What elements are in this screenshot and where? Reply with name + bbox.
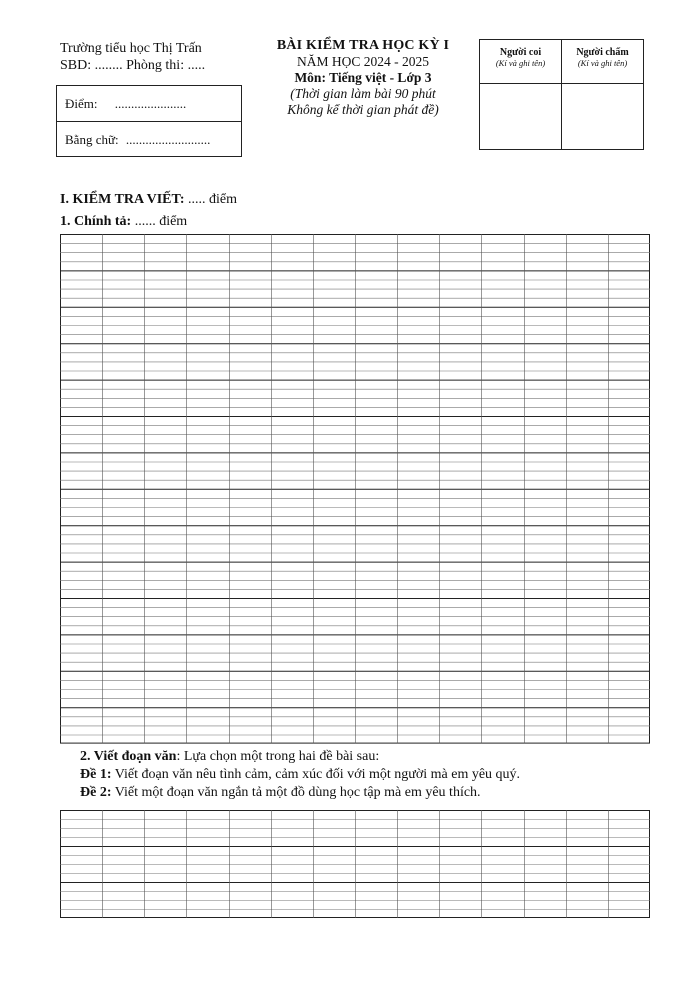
- school-year: NĂM HỌC 2024 - 2025: [296, 54, 429, 69]
- paragraph-grid-svg: [60, 810, 650, 918]
- proctor-title: Người coi: [499, 47, 542, 58]
- dictation-writing-grid[interactable]: [60, 234, 650, 744]
- dictation-points: ...... điểm: [134, 214, 188, 229]
- proctor-column: [480, 40, 561, 149]
- score-label: Điểm:: [65, 96, 98, 111]
- proctor-header: [480, 40, 561, 84]
- exam-header: [258, 38, 468, 118]
- grid-border: [61, 811, 650, 918]
- topic-1-label: Đề 1:: [80, 767, 112, 782]
- section-1-points: ..... điểm: [187, 192, 237, 207]
- words-field[interactable]: ..........................: [125, 132, 211, 147]
- grid-border: [61, 235, 650, 744]
- signature-table: [479, 39, 644, 150]
- grader-note: (Kí và ghi tên): [577, 58, 628, 68]
- grader-title: Người chấm: [576, 47, 629, 58]
- score-row: [57, 86, 241, 121]
- grader-signature-cell[interactable]: [562, 84, 643, 149]
- sbd-line: SBD: ........ Phòng thi: .....: [60, 58, 206, 73]
- dictation-grid-svg: [60, 234, 650, 744]
- school-info: [60, 40, 205, 74]
- paragraph-writing-grid[interactable]: [60, 810, 650, 918]
- exam-title: BÀI KIỂM TRA HỌC KỲ I: [276, 38, 450, 53]
- score-box: [56, 85, 242, 157]
- topic-1-text: Viết đoạn văn nêu tình cảm, cảm xúc đối với một người mà em yêu quý.: [111, 767, 521, 782]
- time-line-2: Không kể thời gian phát đề): [287, 102, 439, 117]
- grader-column: [561, 40, 643, 149]
- paragraph-title: 2. Viết đoạn văn: [80, 749, 177, 764]
- dictation-heading: [60, 214, 187, 230]
- section-1-title: I. KIỂM TRA VIẾT:: [60, 192, 185, 207]
- proctor-note: (Kí và ghi tên): [495, 58, 546, 68]
- topic-1: [80, 766, 660, 784]
- paragraph-section: [80, 748, 660, 802]
- words-row: [57, 121, 241, 156]
- school-name: Trường tiểu học Thị Trấn: [60, 41, 202, 56]
- grader-header: [562, 40, 643, 84]
- proctor-signature-cell[interactable]: [480, 84, 561, 149]
- topic-2: [80, 784, 660, 802]
- topic-2-label: Đề 2:: [80, 785, 112, 800]
- section-1-heading: [60, 192, 237, 208]
- dictation-title: 1. Chính tả:: [60, 214, 132, 229]
- exam-subject: Môn: Tiếng việt - Lớp 3: [294, 70, 432, 85]
- words-label: Bằng chữ:: [65, 132, 119, 147]
- paragraph-heading: [80, 748, 660, 766]
- paragraph-instruction: : Lựa chọn một trong hai đề bài sau:: [176, 749, 380, 764]
- topic-2-text: Viết một đoạn văn ngắn tả một đồ dùng học tập mà em yêu thích.: [111, 785, 481, 800]
- time-line-1: (Thời gian làm bài 90 phút: [290, 86, 436, 101]
- score-field[interactable]: ......................: [114, 96, 187, 111]
